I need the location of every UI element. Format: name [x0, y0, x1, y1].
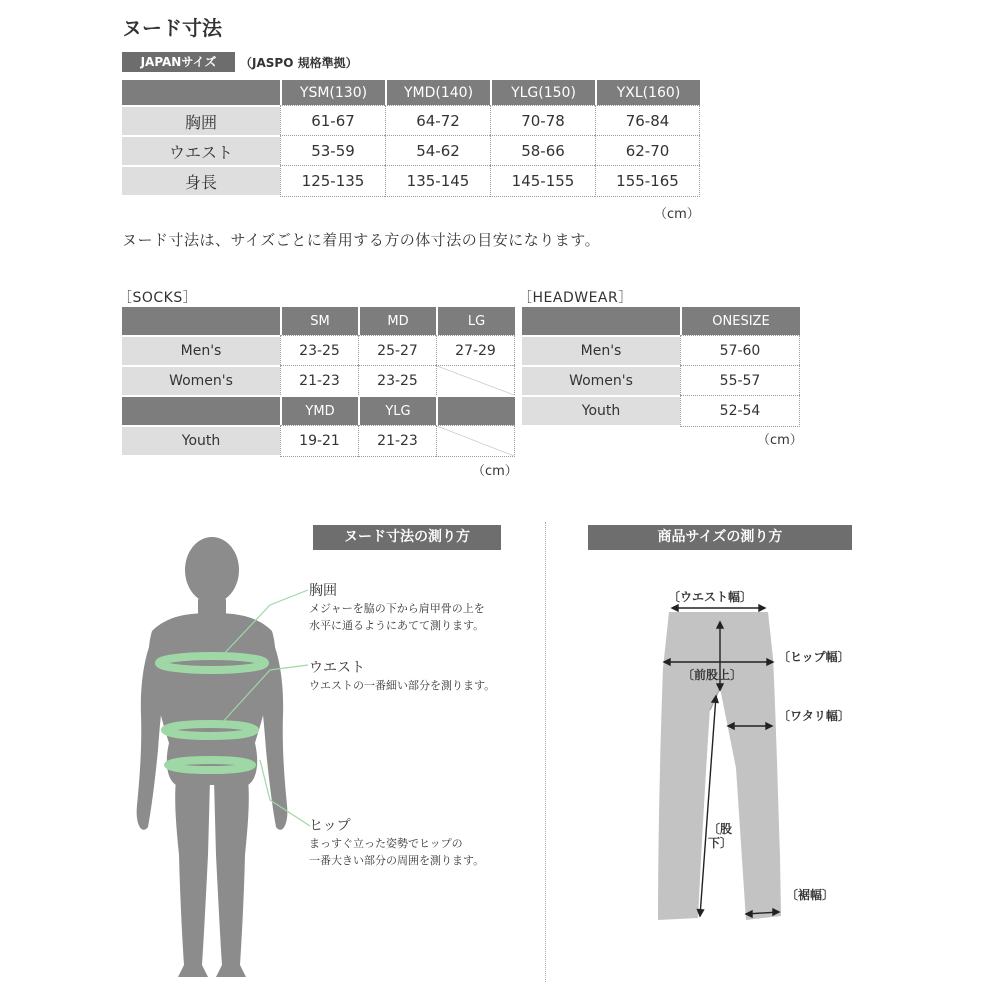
- column-header: YMD(140): [385, 80, 490, 105]
- empty-cell: [436, 425, 515, 457]
- table-cell: 21-23: [358, 425, 436, 457]
- table-cell: 155-165: [595, 165, 700, 197]
- table-cell: 27-29: [436, 335, 515, 365]
- jaspo-note: （JASPO 規格準拠）: [240, 56, 358, 70]
- measure-leader-lines: [200, 570, 320, 840]
- table-cell: 64-72: [385, 105, 490, 135]
- table-cell: 23-25: [358, 365, 436, 395]
- japan-unit: （cm）: [654, 207, 700, 222]
- column-header: YXL(160): [595, 80, 700, 105]
- headwear-unit: （cm）: [757, 433, 803, 448]
- table-cell: 135-145: [385, 165, 490, 197]
- row-label-youth: Youth: [522, 395, 680, 427]
- column-header: MD: [358, 307, 436, 335]
- headwear-size-table: [522, 307, 800, 427]
- socks-size-table: [122, 307, 515, 457]
- column-header: YLG(150): [490, 80, 595, 105]
- table-cell: 23-25: [280, 335, 358, 365]
- hip-desc: [309, 835, 484, 869]
- hip-label: ヒップ: [309, 818, 351, 834]
- headwear-title: ［HEADWEAR］: [518, 290, 633, 306]
- section-divider: [545, 522, 546, 982]
- table-row: [122, 135, 700, 165]
- table-cell: 145-155: [490, 165, 595, 197]
- hip-width-label: 〔ヒップ幅〕: [778, 650, 850, 664]
- column-header: LG: [436, 307, 515, 335]
- japan-size-table: [122, 80, 700, 197]
- table-row: [122, 335, 515, 365]
- waist-label: ウエスト: [309, 660, 365, 676]
- table-cell: 25-27: [358, 335, 436, 365]
- waist-desc-line: ウエストの一番細い部分を測ります。: [309, 679, 496, 692]
- table-cell: 61-67: [280, 105, 385, 135]
- nude-size-note: ヌード寸法は、サイズごとに着用する方の体寸法の目安になります。: [122, 231, 601, 249]
- table-row: [122, 365, 515, 395]
- row-label-womens: Women's: [522, 365, 680, 395]
- column-header: [436, 395, 515, 425]
- table-cell: 52-54: [680, 395, 800, 427]
- header-corner: [122, 395, 280, 425]
- empty-cell: [436, 365, 515, 395]
- row-label-height: 身長: [122, 165, 280, 197]
- table-cell: 70-78: [490, 105, 595, 135]
- thigh-width-label: 〔ワタリ幅〕: [778, 709, 850, 723]
- pants-diagram: [640, 598, 790, 928]
- header-corner: [122, 307, 280, 335]
- table-cell: 53-59: [280, 135, 385, 165]
- column-header: YSM(130): [280, 80, 385, 105]
- japan-size-tag: JAPANサイズ: [122, 52, 235, 72]
- product-how-title: 商品サイズの測り方: [588, 525, 852, 550]
- table-cell: 125-135: [280, 165, 385, 197]
- column-header: YMD: [280, 395, 358, 425]
- row-label-waist: ウエスト: [122, 135, 280, 165]
- column-header: YLG: [358, 395, 436, 425]
- row-label-mens: Men's: [122, 335, 280, 365]
- row-label-chest: 胸囲: [122, 105, 280, 135]
- column-header: ONESIZE: [680, 307, 800, 335]
- table-row: [122, 425, 515, 457]
- table-row: [522, 395, 800, 427]
- table-row: [122, 165, 700, 197]
- chest-label: 胸囲: [309, 583, 337, 599]
- chest-desc: [309, 600, 485, 634]
- table-cell: 54-62: [385, 135, 490, 165]
- hem-width-label: 〔裾幅〕: [786, 888, 835, 902]
- hip-desc-line: 一番大きい部分の周囲を測ります。: [309, 854, 485, 867]
- page-title: ヌード寸法: [122, 16, 222, 40]
- waist-width-label: 〔ウエスト幅〕: [668, 590, 753, 604]
- waist-desc: [309, 677, 495, 694]
- nude-how-title: ヌード寸法の測り方: [313, 525, 501, 550]
- table-cell: 76-84: [595, 105, 700, 135]
- table-row: [122, 105, 700, 135]
- table-cell: 58-66: [490, 135, 595, 165]
- chest-desc-line: メジャーを脇の下から肩甲骨の上を: [309, 602, 485, 615]
- inseam-label: 〔股下〕: [708, 822, 733, 850]
- row-label-womens: Women's: [122, 365, 280, 395]
- table-row: [522, 335, 800, 365]
- table-cell: 62-70: [595, 135, 700, 165]
- socks-title: ［SOCKS］: [118, 290, 198, 306]
- table-cell: 55-57: [680, 365, 800, 395]
- table-cell: 57-60: [680, 335, 800, 365]
- hip-desc-line: まっすぐ立った姿勢でヒップの: [309, 837, 463, 850]
- table-cell: 21-23: [280, 365, 358, 395]
- row-label-mens: Men's: [522, 335, 680, 365]
- header-corner: [522, 307, 680, 335]
- waist-leader-line: [220, 665, 308, 725]
- hip-leader-line: [260, 760, 310, 826]
- chest-desc-line: 水平に通るようにあてて測ります。: [309, 619, 485, 632]
- chest-leader-line: [220, 590, 308, 658]
- column-header: SM: [280, 307, 358, 335]
- socks-unit: （cm）: [472, 464, 518, 479]
- header-corner: [122, 80, 280, 105]
- table-row: [522, 365, 800, 395]
- table-cell: 19-21: [280, 425, 358, 457]
- row-label-youth: Youth: [122, 425, 280, 457]
- front-rise-label: 〔前股上〕: [682, 668, 743, 682]
